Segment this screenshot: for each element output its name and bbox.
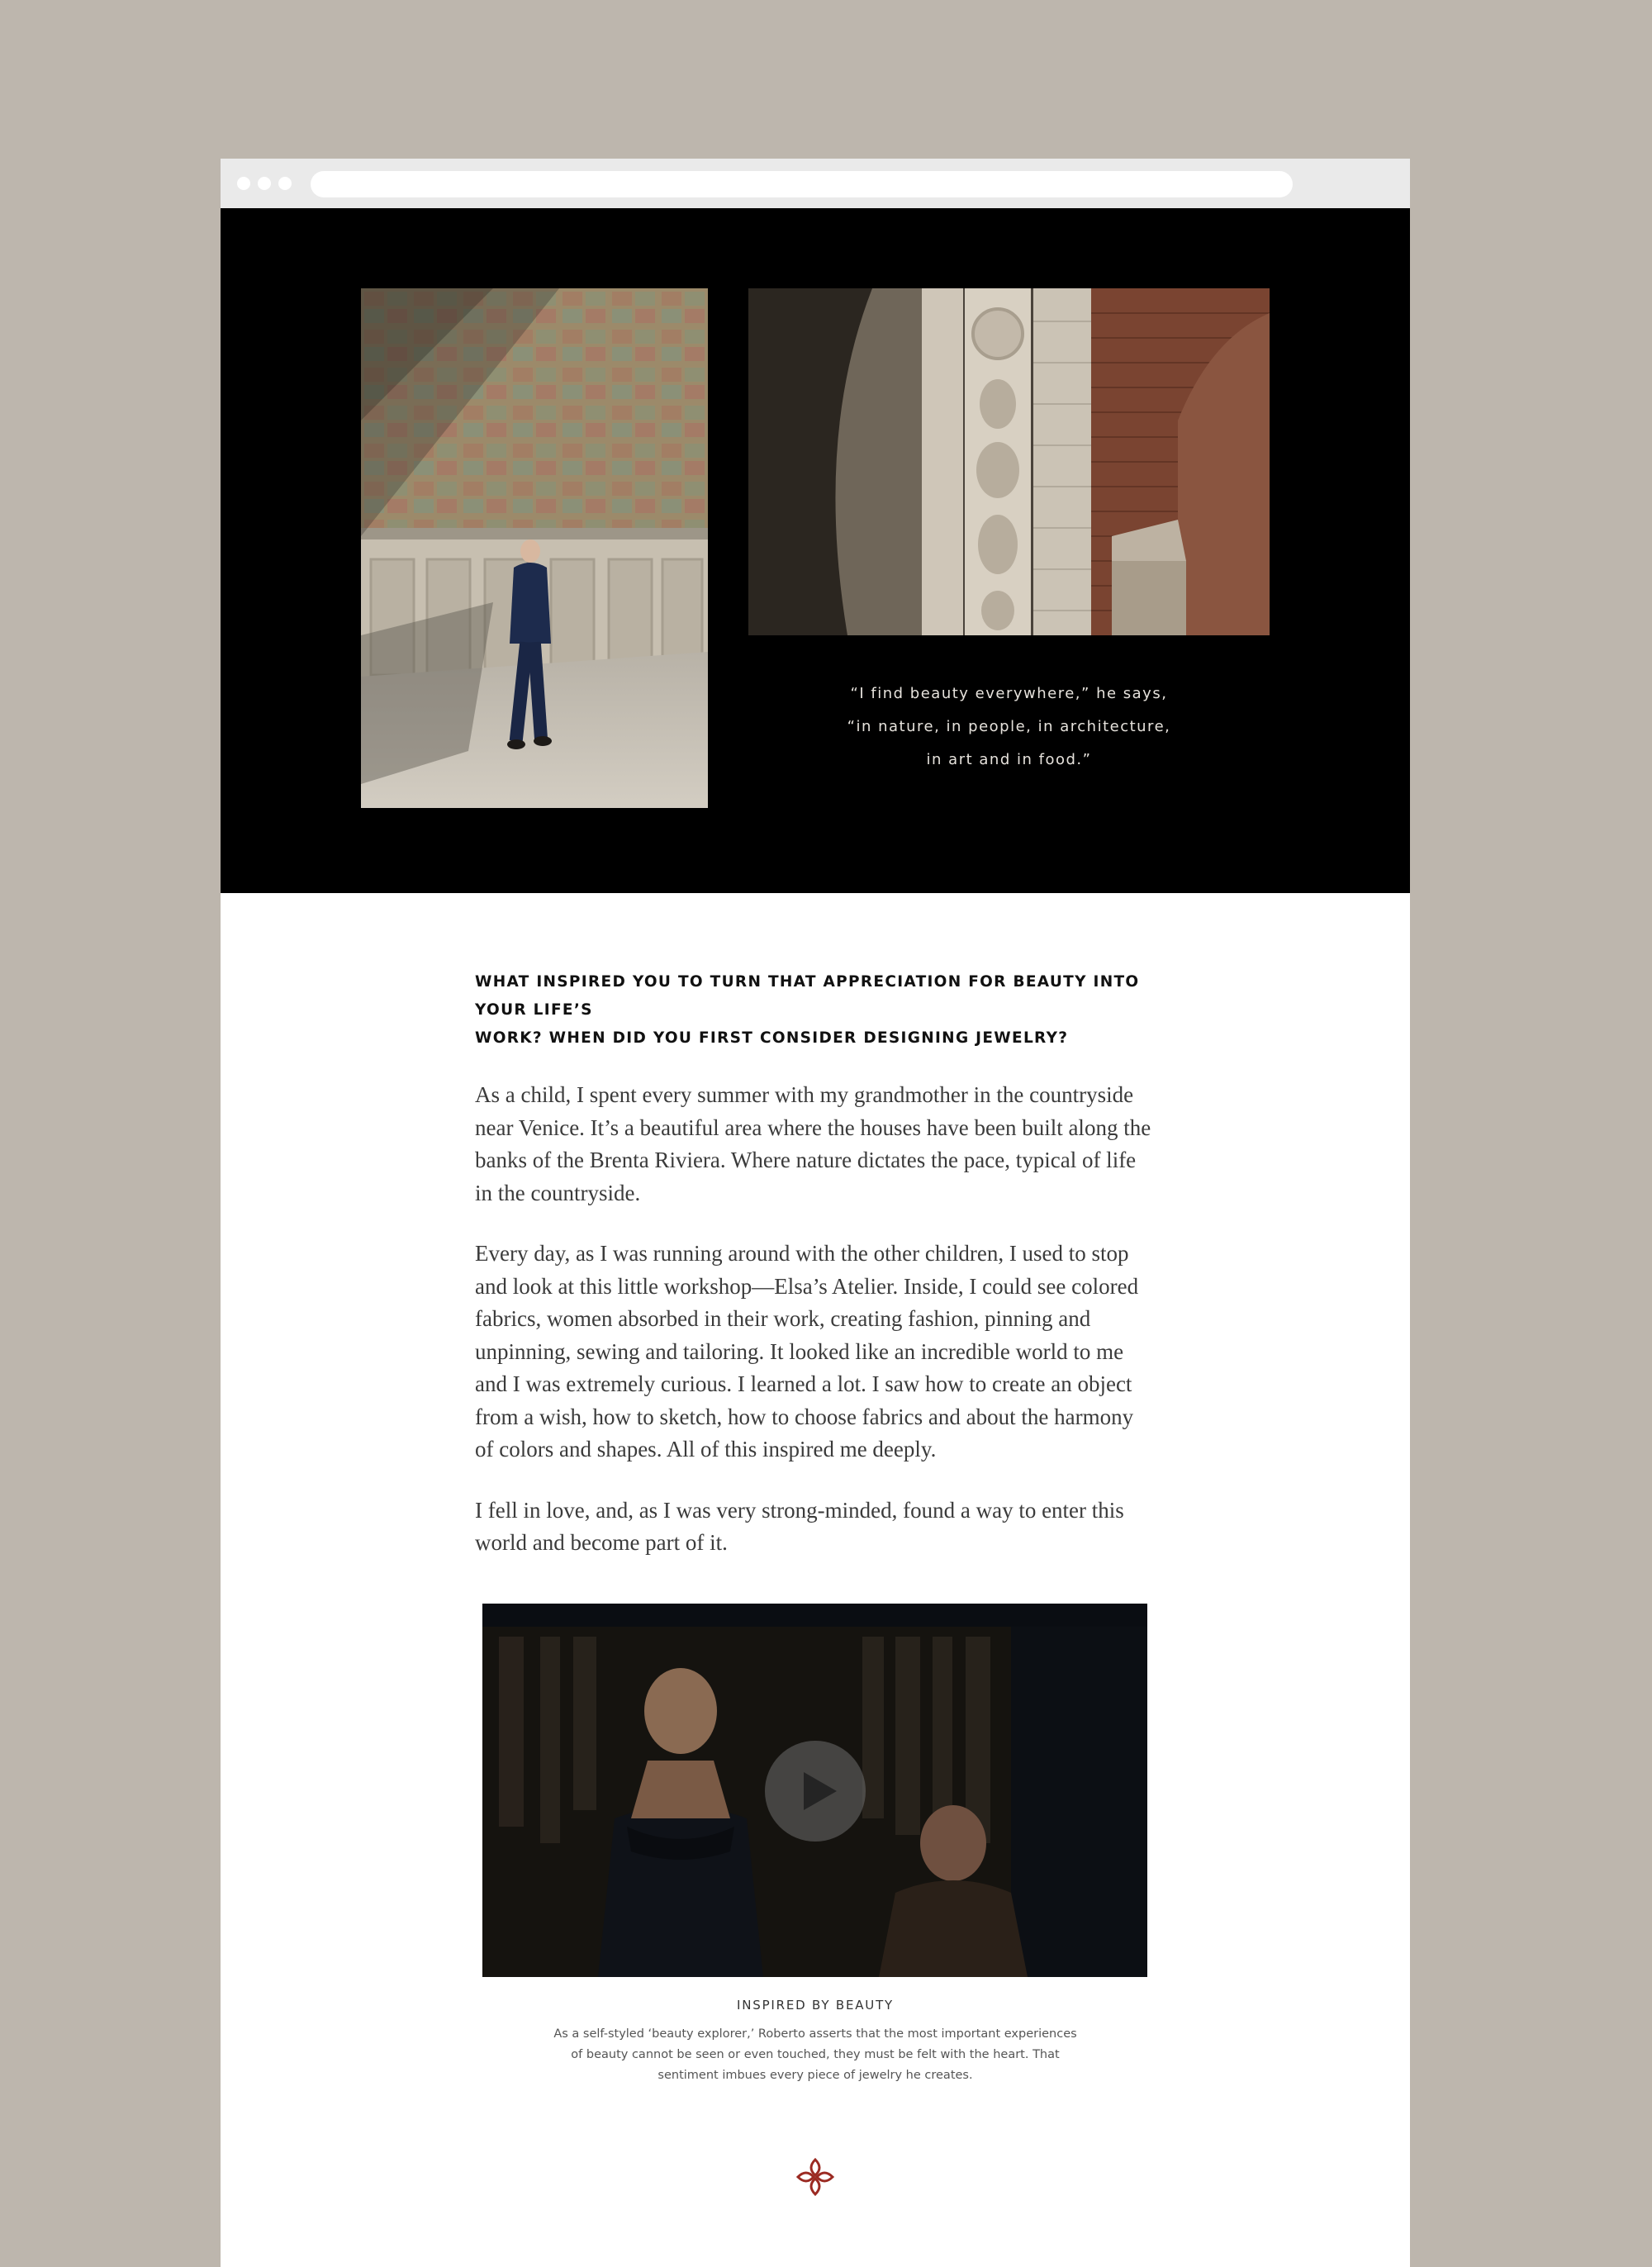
quote-line-3: in art and in food.” bbox=[926, 751, 1092, 768]
quote-line-1: “I find beauty everywhere,” he says, bbox=[850, 685, 1168, 702]
portrait-photo bbox=[361, 288, 708, 808]
question-line-2: WORK? WHEN DID YOU FIRST CONSIDER DESIGNING JEWELRY? bbox=[475, 1029, 1069, 1047]
paragraph-line: and I was extremely curious. I learned a lot. I saw how to create an object bbox=[475, 1371, 1132, 1396]
quatrefoil-flower-icon bbox=[795, 2156, 836, 2198]
paragraph-line: I fell in love, and, as I was very strong-minded, found a way to enter this bbox=[475, 1497, 1124, 1523]
paragraph-line: in the countryside. bbox=[475, 1180, 641, 1205]
play-icon bbox=[804, 1772, 837, 1810]
pull-quote bbox=[748, 677, 1270, 777]
caption-line-1: As a self-styled ‘beauty explorer,’ Roberto asserts that the most important experiences bbox=[553, 2027, 1077, 2041]
window-dot-maximize[interactable] bbox=[278, 177, 292, 190]
paragraph-line: and look at this little workshop—Elsa’s Atelier. Inside, I could see colored bbox=[475, 1273, 1139, 1299]
caption-line-3: sentiment imbues every piece of jewelry he creates. bbox=[657, 2069, 973, 2082]
architecture-photo bbox=[748, 288, 1270, 635]
play-button[interactable] bbox=[765, 1741, 866, 1842]
question-line-1: WHAT INSPIRED YOU TO TURN THAT APPRECIATION FOR BEAUTY INTO YOUR LIFE’S bbox=[475, 973, 1140, 1019]
paragraph-line: of colors and shapes. All of this inspired me deeply. bbox=[475, 1437, 937, 1461]
paragraph-line: As a child, I spent every summer with my grandmother in the countryside bbox=[475, 1082, 1134, 1107]
paragraph-line: near Venice. It’s a beautiful area where the houses have been built along the bbox=[475, 1114, 1151, 1140]
answer-paragraph-2 bbox=[475, 1238, 1161, 1466]
browser-toolbar bbox=[221, 159, 1410, 208]
address-bar[interactable] bbox=[311, 171, 1293, 197]
browser-window bbox=[221, 159, 1410, 2267]
video-player[interactable] bbox=[482, 1604, 1147, 1977]
quote-line-2: “in nature, in people, in architecture, bbox=[847, 718, 1171, 735]
window-dot-minimize[interactable] bbox=[258, 177, 271, 190]
paragraph-line: fabrics, women absorbed in their work, creating fashion, pinning and bbox=[475, 1306, 1091, 1331]
paragraph-line: from a wish, how to sketch, how to choose fabrics and about the harmony bbox=[475, 1404, 1134, 1429]
window-dot-close[interactable] bbox=[237, 177, 250, 190]
video-caption-title: INSPIRED BY BEAUTY bbox=[737, 1998, 894, 2013]
paragraph-line: unpinning, sewing and tailoring. It looked like an incredible world to me bbox=[475, 1338, 1124, 1364]
caption-line-2: of beauty cannot be seen or even touched, they must be felt with the heart. That bbox=[571, 2048, 1060, 2061]
hero-section bbox=[221, 208, 1410, 893]
answer-paragraph-1 bbox=[475, 1079, 1161, 1210]
video-caption bbox=[543, 2024, 1088, 2086]
paragraph-line: Every day, as I was running around with the other children, I used to stop bbox=[475, 1241, 1129, 1266]
paragraph-line: world and become part of it. bbox=[475, 1530, 728, 1555]
paragraph-line: banks of the Brenta Riviera. Where nature dictates the pace, typical of life bbox=[475, 1148, 1137, 1172]
answer-paragraph-3 bbox=[475, 1495, 1161, 1560]
interview-question bbox=[475, 968, 1161, 1053]
article-body bbox=[475, 968, 1161, 1560]
